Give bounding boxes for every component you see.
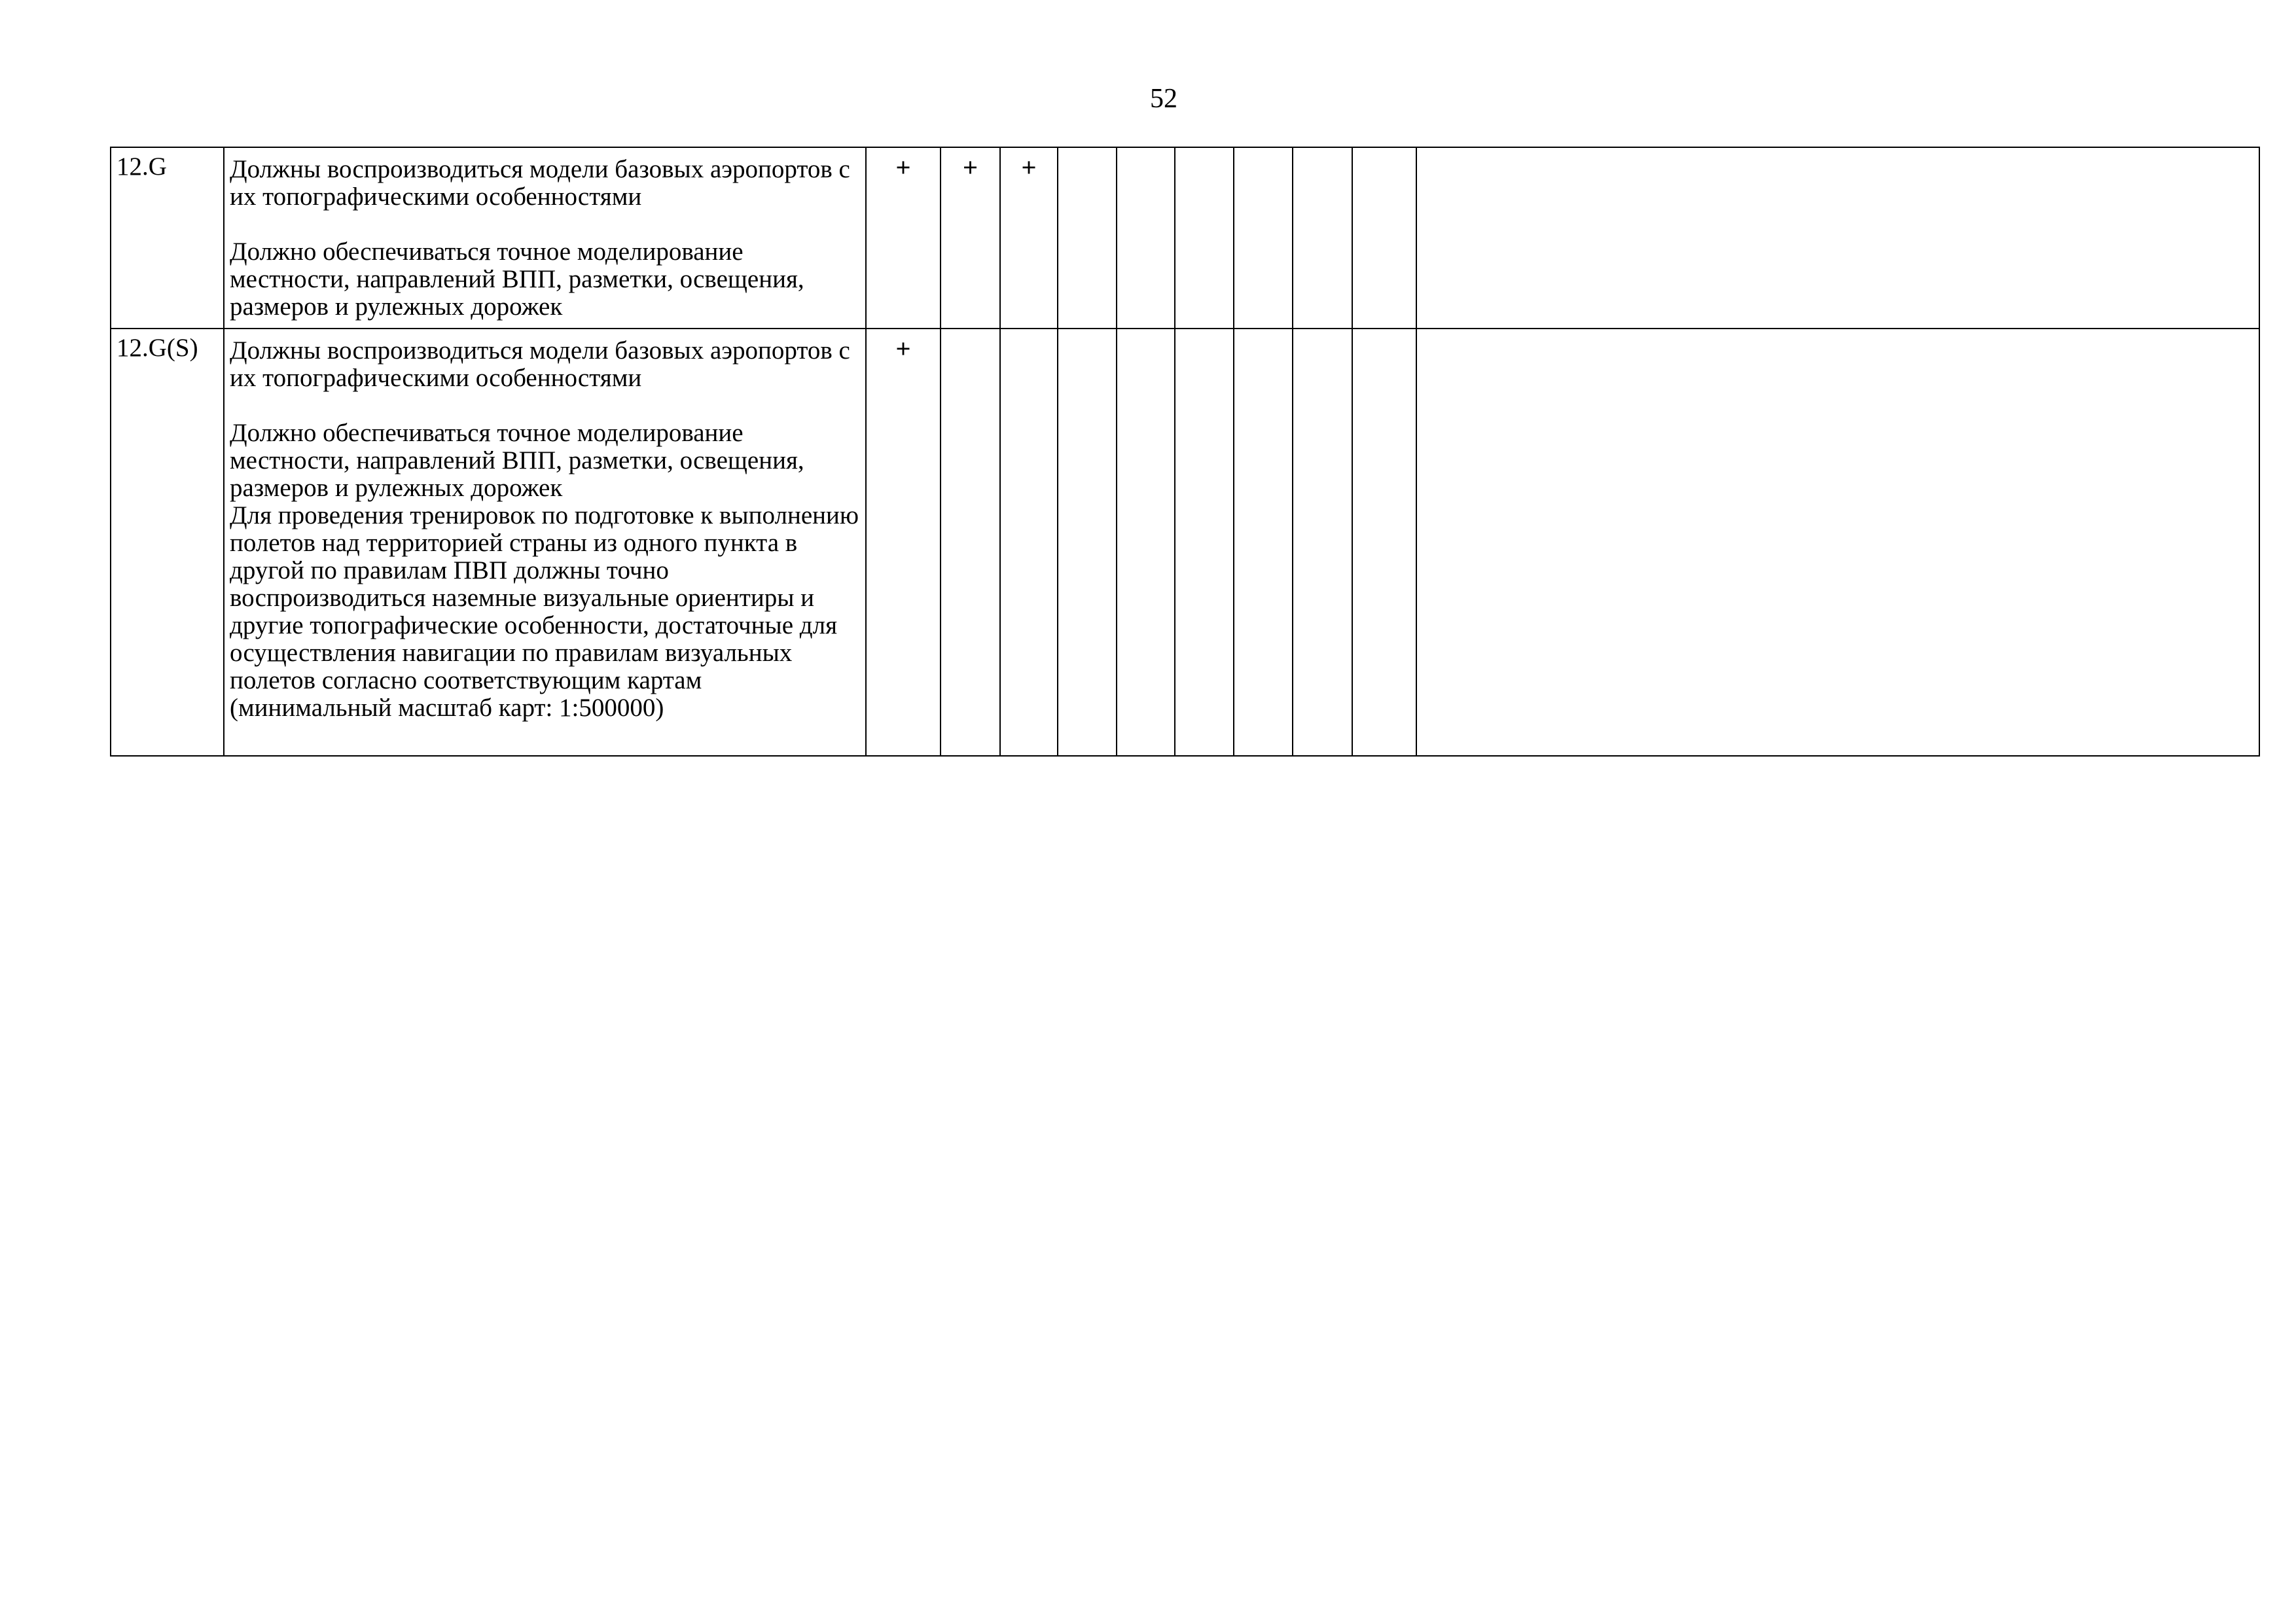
remarks-cell xyxy=(1416,147,2259,329)
compliance-mark-cell xyxy=(1000,147,1058,329)
plus-icon: + xyxy=(1021,154,1037,182)
requirement-text xyxy=(224,147,866,329)
compliance-mark-cell xyxy=(1175,147,1234,329)
requirements-table xyxy=(110,147,2260,757)
requirement-paragraph: Должны воспроизводиться модели базовых аэропортов с их топографическими особенностями xyxy=(230,336,850,392)
requirement-paragraph: Должно обеспечиваться точное моделирование местности, направлений ВПП, разметки, освещения, размеров и рулежных дорожек xyxy=(230,419,804,502)
table-row xyxy=(111,147,2259,329)
compliance-mark-cell xyxy=(1352,147,1416,329)
remarks-cell xyxy=(1416,329,2259,756)
compliance-mark-cell xyxy=(1058,147,1117,329)
table-row xyxy=(111,329,2259,756)
compliance-mark-cell xyxy=(1352,329,1416,756)
plus-icon: + xyxy=(895,154,911,182)
compliance-mark-cell xyxy=(866,329,941,756)
compliance-mark-cell xyxy=(941,147,1000,329)
compliance-mark-cell xyxy=(1293,147,1352,329)
compliance-mark-cell xyxy=(941,329,1000,756)
requirement-text xyxy=(224,329,866,756)
requirement-code: 12.G(S) xyxy=(111,329,224,756)
compliance-mark-cell xyxy=(866,147,941,329)
requirement-paragraph: Должны воспроизводиться модели базовых аэропортов с их топографическими особенностями xyxy=(230,155,850,211)
compliance-mark-cell xyxy=(1293,329,1352,756)
requirement-paragraph: Должно обеспечиваться точное моделирование местности, направлений ВПП, разметки, освещения, размеров и рулежных дорожек xyxy=(230,238,804,321)
compliance-mark-cell xyxy=(1117,329,1175,756)
plus-icon: + xyxy=(963,154,978,182)
compliance-mark-cell xyxy=(1234,147,1293,329)
paragraph-spacer xyxy=(230,211,859,238)
requirement-paragraph: Для проведения тренировок по подготовке к выполнению полетов над территорией страны из одного пункта в другой по правилам ПВП должны точно воспроизводиться наземные визуальные ориентиры и другие топографические особенности, достаточные для осуществления навигации по правилам визуальных полетов согласно соответствующим картам (минимальный масштаб карт: 1:500000) xyxy=(230,501,859,722)
paragraph-spacer xyxy=(230,392,859,419)
compliance-mark-cell xyxy=(1234,329,1293,756)
compliance-mark-cell xyxy=(1117,147,1175,329)
compliance-mark-cell xyxy=(1000,329,1058,756)
compliance-mark-cell xyxy=(1175,329,1234,756)
page-number: 52 xyxy=(1150,84,1177,114)
requirement-code: 12.G xyxy=(111,147,224,329)
compliance-mark-cell xyxy=(1058,329,1117,756)
plus-icon: + xyxy=(895,335,911,363)
